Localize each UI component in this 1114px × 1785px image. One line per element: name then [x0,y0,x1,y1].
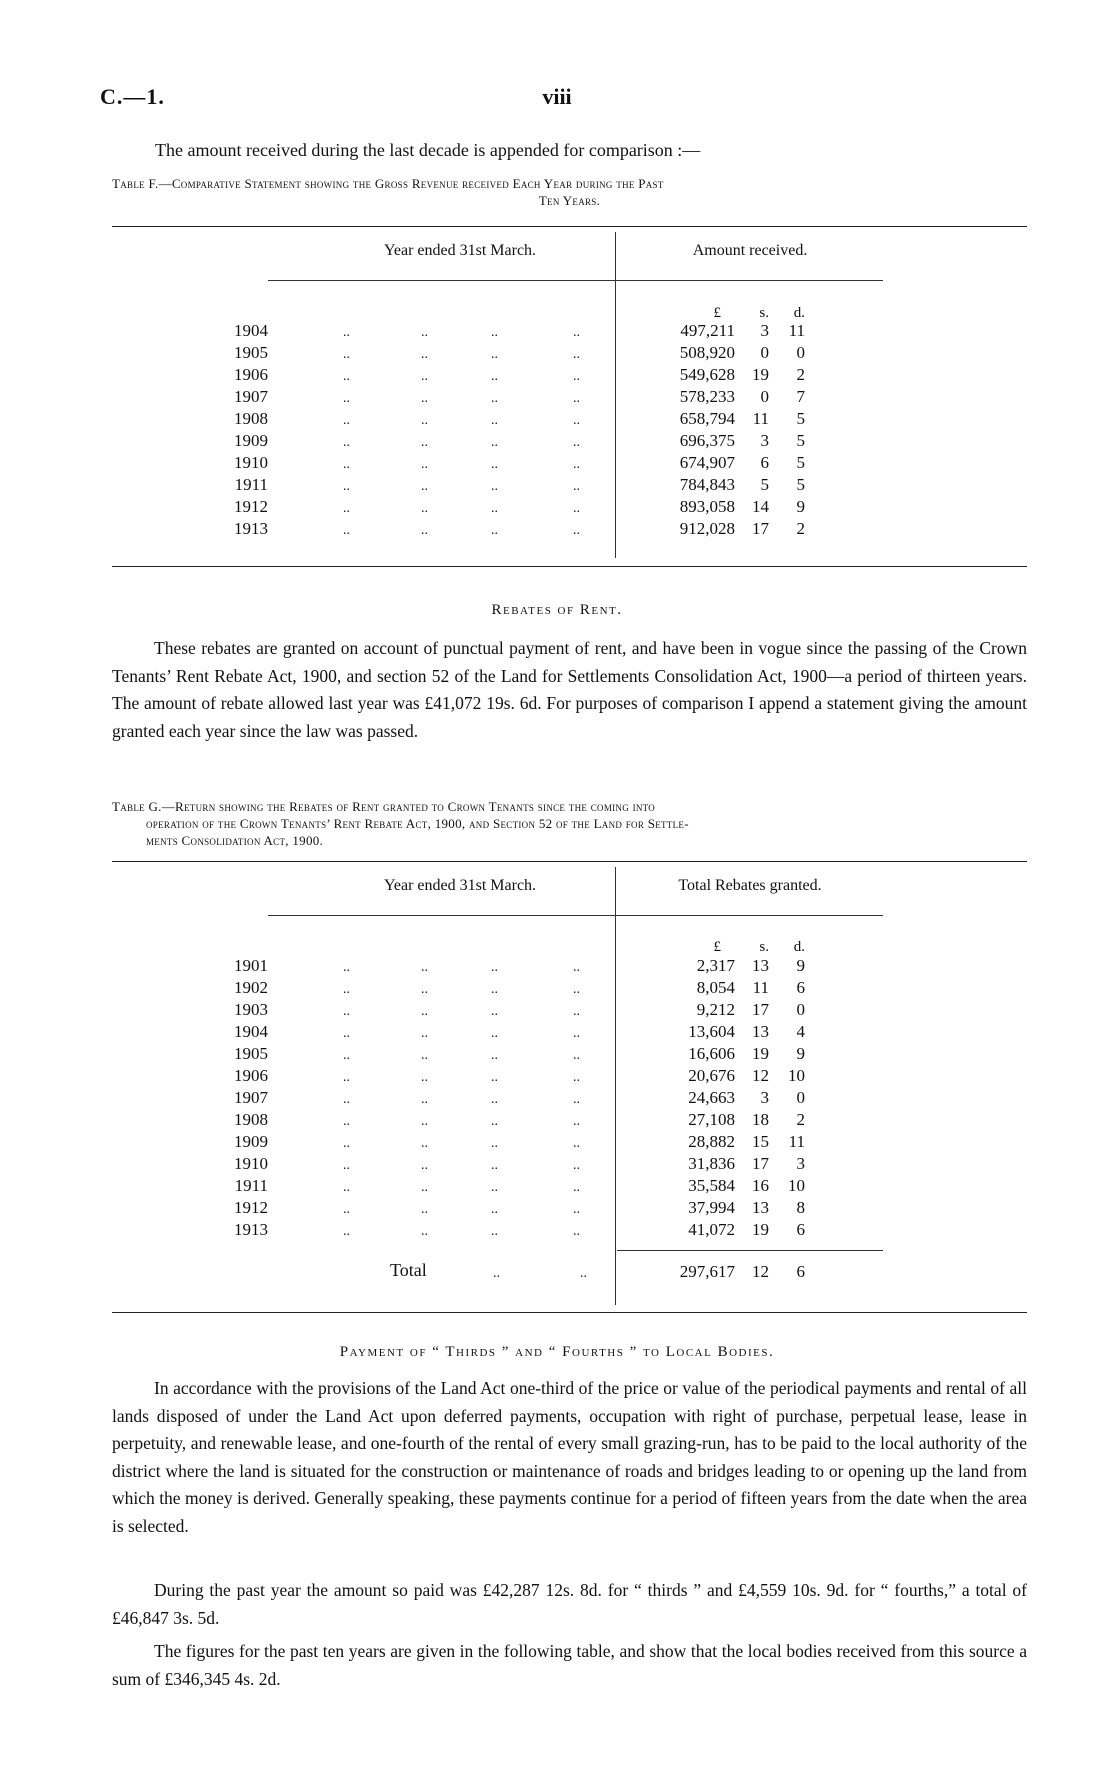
amount-pence: 9 [796,497,805,516]
table-f-row-year [223,474,608,496]
leader-dots: .. [343,1136,350,1151]
table-g-row-amount [617,999,817,1021]
table-f-caption-line1: Table F.—Comparative Statement showing the Gross Revenue received Each Year during the Past [112,176,664,191]
leader-dots: .. [573,457,580,472]
amount-pence: 5 [796,453,805,472]
leader-dots: .. [421,1114,428,1129]
amount-pence: 10 [788,1066,805,1085]
leader-dots: .. [573,523,580,538]
leader-dots: .. [491,1180,498,1195]
year-label: 1909 [234,1132,268,1151]
leader-dots: .. [573,982,580,997]
table-f-row-year [223,320,608,342]
amount-pence: 11 [788,1132,805,1151]
table-f-header-rule [268,280,883,281]
leader-dots: .. [573,347,580,362]
table-g-caption [112,798,1027,849]
leader-dots: .. [573,391,580,406]
table-g-row-year [223,1131,608,1153]
leader-dots: .. [573,1070,580,1085]
leader-dots: .. [491,1158,498,1173]
leader-dots: .. [343,347,350,362]
leader-dots: .. [491,413,498,428]
amount-shillings: 13 [752,956,769,975]
table-f-row-amount [617,386,817,408]
leader-dots: .. [491,982,498,997]
amount-shillings: 0 [760,343,769,362]
payments-paragraph-2: During the past year the amount so paid was £42,287 12s. 8d. for “ thirds ” and £4,559 10s. 9d. for “ fourths,” a total of £46,847 3s. 5d. [112,1580,1027,1628]
amount-shillings: 18 [752,1110,769,1129]
leader-dots: .. [573,960,580,975]
leader-dots: .. [573,1158,580,1173]
leader-dots: .. [491,1026,498,1041]
amount-pounds: 13,604 [688,1022,735,1041]
amount-pounds: 28,882 [688,1132,735,1151]
year-label: 1906 [234,365,268,384]
leader-dots: .. [573,1048,580,1063]
table-g-row-amount [617,1043,817,1065]
year-label: 1907 [234,387,268,406]
table-f-row-amount [617,320,817,342]
year-label: 1907 [234,1088,268,1107]
table-f-caption-line2: Ten Years. [538,193,601,208]
amount-pence: 7 [796,387,805,406]
table-g-total-amount [617,1261,817,1283]
leader-dots: .. [421,1224,428,1239]
year-label: 1905 [234,1044,268,1063]
leader-dots: .. [573,435,580,450]
amount-pounds: 674,907 [679,453,735,472]
table-g-header-rule [268,915,883,916]
amount-shillings: 6 [760,453,769,472]
year-label: 1913 [234,1220,268,1239]
leader-dots: .. [421,347,428,362]
leader-dots: .. [343,1048,350,1063]
amount-pence: 5 [796,475,805,494]
table-f-top-rule [112,226,1027,227]
year-label: 1904 [234,1022,268,1041]
year-label: 1913 [234,519,268,538]
amount-pounds: 784,843 [679,475,735,494]
leader-dots: .. [421,1004,428,1019]
leader-dots: .. [421,1092,428,1107]
amount-shillings: 14 [752,497,769,516]
year-label: 1901 [234,956,268,975]
leader-dots: .. [343,982,350,997]
table-g-amount-header: Total Rebates granted. [678,877,822,894]
leader-dots: .. [343,960,350,975]
leader-dots: .. [491,391,498,406]
amount-pounds: 31,836 [688,1154,735,1173]
leader-dots: .. [491,1136,498,1151]
payments-paragraph-1: In accordance with the provisions of the Land Act one-third of the price or value of the periodical payments and rental of all lands disposed of under the Land Act upon deferred payments, occupation with right of purchase, perpetual lease, lease in perpetuity, and renewable lease, and one-fourth of the rental of every small grazing-run, has to be paid to the local authority of the district where the land is situated for the construction or maintenance of roads and bridges leading to or opening up the land from which the money is derived. Generally speaking, these payments continue for a period of fifteen years from the date when the area is selected. [112,1378,1027,1536]
leader-dots: .. [421,523,428,538]
leader-dots: .. [491,1092,498,1107]
table-g-year-header: Year ended 31st March. [383,877,537,894]
amount-pence: 0 [796,343,805,362]
year-label: 1909 [234,431,268,450]
table-f-row-amount [617,474,817,496]
year-label: 1905 [234,343,268,362]
year-label: 1912 [234,1198,268,1217]
shilling-unit: s. [759,939,769,955]
table-g-caption-line3: ments Consolidation Act, 1900. [146,833,324,848]
leader-dots: .. [491,960,498,975]
table-f-row-amount [617,408,817,430]
leader-dots: .. [491,1202,498,1217]
leader-dots: .. [491,325,498,340]
table-g-row-year [223,955,608,977]
table-f-row-year [223,342,608,364]
amount-pounds: 24,663 [688,1088,735,1107]
table-g-row-year [223,1065,608,1087]
table-g-total-label: Total [390,1260,427,1280]
table-f-row-amount [617,496,817,518]
amount-pounds: 912,028 [679,519,735,538]
amount-shillings: 11 [752,978,769,997]
table-g-row-year [223,977,608,999]
table-g-row-year [223,1153,608,1175]
amount-pence: 2 [796,1110,805,1129]
amount-pounds: 16,606 [688,1044,735,1063]
intro-text: The amount received during the last decade is appended for comparison :— [155,140,701,160]
pence-unit: d. [793,939,805,955]
leader-dots: .. [343,435,350,450]
leader-dots: .. [343,1202,350,1217]
amount-pounds: 658,794 [679,409,735,428]
amount-pounds: 2,317 [696,956,735,975]
amount-shillings: 12 [752,1066,769,1085]
leader-dots: .. [491,457,498,472]
payments-paragraph-3: The figures for the past ten years are given in the following table, and show that the local bodies received from this source a sum of £346,345 4s. 2d. [112,1641,1027,1689]
leader-dots: .. [343,369,350,384]
amount-shillings: 3 [760,1088,769,1107]
leader-dots: .. [343,523,350,538]
leader-dots: .. [421,501,428,516]
leader-dots: .. [491,1048,498,1063]
leader-dots: .. [573,1114,580,1129]
document-reference: C.—1. [100,84,165,109]
leader-dots: .. [343,1070,350,1085]
table-f-row-year [223,386,608,408]
leader-dots: .. [573,479,580,494]
year-label: 1910 [234,1154,268,1173]
table-g-row-year [223,1043,608,1065]
leader-dots: .. [491,523,498,538]
leader-dots: .. [573,1092,580,1107]
leader-dots: .. [421,479,428,494]
amount-pounds: 696,375 [679,431,735,450]
leader-dots: .. [573,1224,580,1239]
table-g-row-year [223,999,608,1021]
table-g-caption-line1: Table G.—Return showing the Rebates of Rent granted to Crown Tenants since the coming into [112,799,656,814]
amount-pence: 10 [788,1176,805,1195]
year-label: 1906 [234,1066,268,1085]
table-f-row-year [223,430,608,452]
leader-dots: .. [421,982,428,997]
table-f-row-year [223,452,608,474]
amount-pence: 0 [796,1088,805,1107]
amount-pounds: 20,676 [688,1066,735,1085]
leader-dots: .. [343,413,350,428]
leader-dots: .. [421,369,428,384]
amount-shillings: 13 [752,1198,769,1217]
amount-pence: 3 [796,1154,805,1173]
leader-dots: .. [343,1026,350,1041]
leader-dots: .. [573,369,580,384]
table-g-row-year [223,1219,608,1241]
leader-dots: .. [491,1224,498,1239]
payments-heading: Payment of “ Thirds ” and “ Fourths ” to Local Bodies. [339,1344,775,1360]
table-g-row-year [223,1021,608,1043]
table-g-row-amount [617,1131,817,1153]
leader-dots: .. [573,1004,580,1019]
table-f-row-amount [617,364,817,386]
year-label: 1903 [234,1000,268,1019]
table-g-bottom-rule [112,1312,1027,1313]
amount-pence: 0 [796,1000,805,1019]
amount-shillings: 3 [760,431,769,450]
table-g-row-amount [617,1065,817,1087]
amount-shillings: 19 [752,365,769,384]
leader-dots: .. [421,1048,428,1063]
table-g-row-amount [617,1021,817,1043]
leader-dots: .. [491,479,498,494]
leader-dots: .. [343,1180,350,1195]
amount-pence: 9 [796,956,805,975]
total-pounds: 297,617 [679,1262,735,1281]
leader-dots: .. [343,391,350,406]
leader-dots: .. [491,1004,498,1019]
table-f-bottom-rule [112,566,1027,567]
year-label: 1902 [234,978,268,997]
table-g-row-amount [617,1153,817,1175]
table-g-row-amount [617,1109,817,1131]
amount-shillings: 16 [752,1176,769,1195]
table-f-row-amount [617,452,817,474]
amount-pence: 6 [796,1220,805,1239]
leader-dots: .. [421,1158,428,1173]
leader-dots: .. [421,1070,428,1085]
amount-pence: 5 [796,409,805,428]
year-label: 1908 [234,409,268,428]
amount-pounds: 37,994 [688,1198,735,1217]
leader-dots: .. [343,1114,350,1129]
amount-pounds: 549,628 [679,365,735,384]
leader-dots: .. [491,501,498,516]
leader-dots: .. [343,1004,350,1019]
amount-pounds: 508,920 [679,343,735,362]
amount-shillings: 19 [752,1044,769,1063]
amount-pounds: 35,584 [688,1176,735,1195]
amount-pounds: 41,072 [688,1220,735,1239]
table-g-row-year [223,1087,608,1109]
leader-dots: .. [573,1136,580,1151]
leader-dots: .. [573,1202,580,1217]
rebates-heading: Rebates of Rent. [491,602,623,618]
amount-shillings: 5 [760,475,769,494]
table-g-row-amount [617,1197,817,1219]
table-f-row-amount [617,430,817,452]
leader-dots: .. [421,391,428,406]
amount-shillings: 19 [752,1220,769,1239]
page-number: viii [542,84,572,109]
amount-shillings: 3 [760,321,769,340]
leader-dots: .. [421,413,428,428]
table-g-column-divider [615,867,616,1305]
leader-dots: .. [573,325,580,340]
amount-shillings: 17 [752,1154,769,1173]
total-shillings: 12 [752,1262,769,1281]
table-f-row-amount [617,342,817,364]
table-g-caption-line2: operation of the Crown Tenants’ Rent Rebate Act, 1900, and Section 52 of the Land for Settle- [146,816,689,831]
table-f-row-year [223,364,608,386]
leader-dots: .. [343,1158,350,1173]
year-label: 1910 [234,453,268,472]
leader-dots: .. [573,413,580,428]
year-label: 1912 [234,497,268,516]
amount-pence: 8 [796,1198,805,1217]
amount-pounds: 578,233 [679,387,735,406]
amount-shillings: 13 [752,1022,769,1041]
amount-pounds: 9,212 [696,1000,735,1019]
table-g-row-year [223,1197,608,1219]
leader-dots: .. [343,457,350,472]
amount-shillings: 11 [752,409,769,428]
leader-dots: .. [343,501,350,516]
table-g-total-rule [617,1250,883,1251]
amount-pence: 2 [796,519,805,538]
leader-dots: .. [343,1092,350,1107]
amount-pence: 5 [796,431,805,450]
amount-shillings: 17 [752,519,769,538]
table-f-row-year [223,496,608,518]
table-g-total-dots: .. .. [493,1266,587,1281]
table-f-row-year [223,408,608,430]
table-f-amount-header: Amount received. [692,242,808,259]
table-f-row-year [223,518,608,540]
table-f-caption [112,175,1027,209]
pound-unit: £ [713,305,721,321]
table-g-row-year [223,1175,608,1197]
table-f-row-amount [617,518,817,540]
amount-pence: 6 [796,978,805,997]
leader-dots: .. [491,1114,498,1129]
leader-dots: .. [421,435,428,450]
table-g-row-amount [617,1087,817,1109]
year-label: 1911 [234,475,268,494]
table-g-row-amount [617,977,817,999]
amount-pence: 11 [788,321,805,340]
amount-pounds: 497,211 [680,321,735,340]
amount-pounds: 8,054 [696,978,735,997]
amount-shillings: 15 [752,1132,769,1151]
table-g-row-year [223,1109,608,1131]
leader-dots: .. [491,347,498,362]
year-label: 1904 [234,321,268,340]
shilling-unit: s. [759,305,769,321]
table-g-row-amount [617,955,817,977]
leader-dots: .. [573,1180,580,1195]
leader-dots: .. [573,1026,580,1041]
pound-unit: £ [713,939,721,955]
table-g-row-amount [617,1219,817,1241]
leader-dots: .. [421,1026,428,1041]
year-label: 1911 [234,1176,268,1195]
leader-dots: .. [343,325,350,340]
leader-dots: .. [343,479,350,494]
leader-dots: .. [421,1180,428,1195]
amount-pence: 4 [796,1022,805,1041]
amount-pounds: 893,058 [679,497,735,516]
leader-dots: .. [421,1202,428,1217]
leader-dots: .. [491,1070,498,1085]
leader-dots: .. [491,435,498,450]
table-g-row-amount [617,1175,817,1197]
leader-dots: .. [343,1224,350,1239]
leader-dots: .. [421,325,428,340]
pence-unit: d. [793,305,805,321]
leader-dots: .. [491,369,498,384]
leader-dots: .. [421,457,428,472]
amount-pence: 2 [796,365,805,384]
leader-dots: .. [573,501,580,516]
amount-pounds: 27,108 [688,1110,735,1129]
leader-dots: .. [421,1136,428,1151]
total-pence: 6 [796,1262,805,1281]
rebates-paragraph: These rebates are granted on account of punctual payment of rent, and have been in vogue since the passing of the Crown Tenants’ Rent Rebate Act, 1900, and section 52 of the Land for Settlements Consolidation Act, 1900—a period of thirteen years. The amount of rebate allowed last year was £41,072 19s. 6d. For purposes of comparison I append a statement giving the amount granted each year since the law was passed. [112,638,1027,741]
amount-shillings: 17 [752,1000,769,1019]
amount-shillings: 0 [760,387,769,406]
amount-pence: 9 [796,1044,805,1063]
table-g-top-rule [112,861,1027,862]
year-label: 1908 [234,1110,268,1129]
leader-dots: .. [421,960,428,975]
table-f-year-header: Year ended 31st March. [383,242,537,259]
